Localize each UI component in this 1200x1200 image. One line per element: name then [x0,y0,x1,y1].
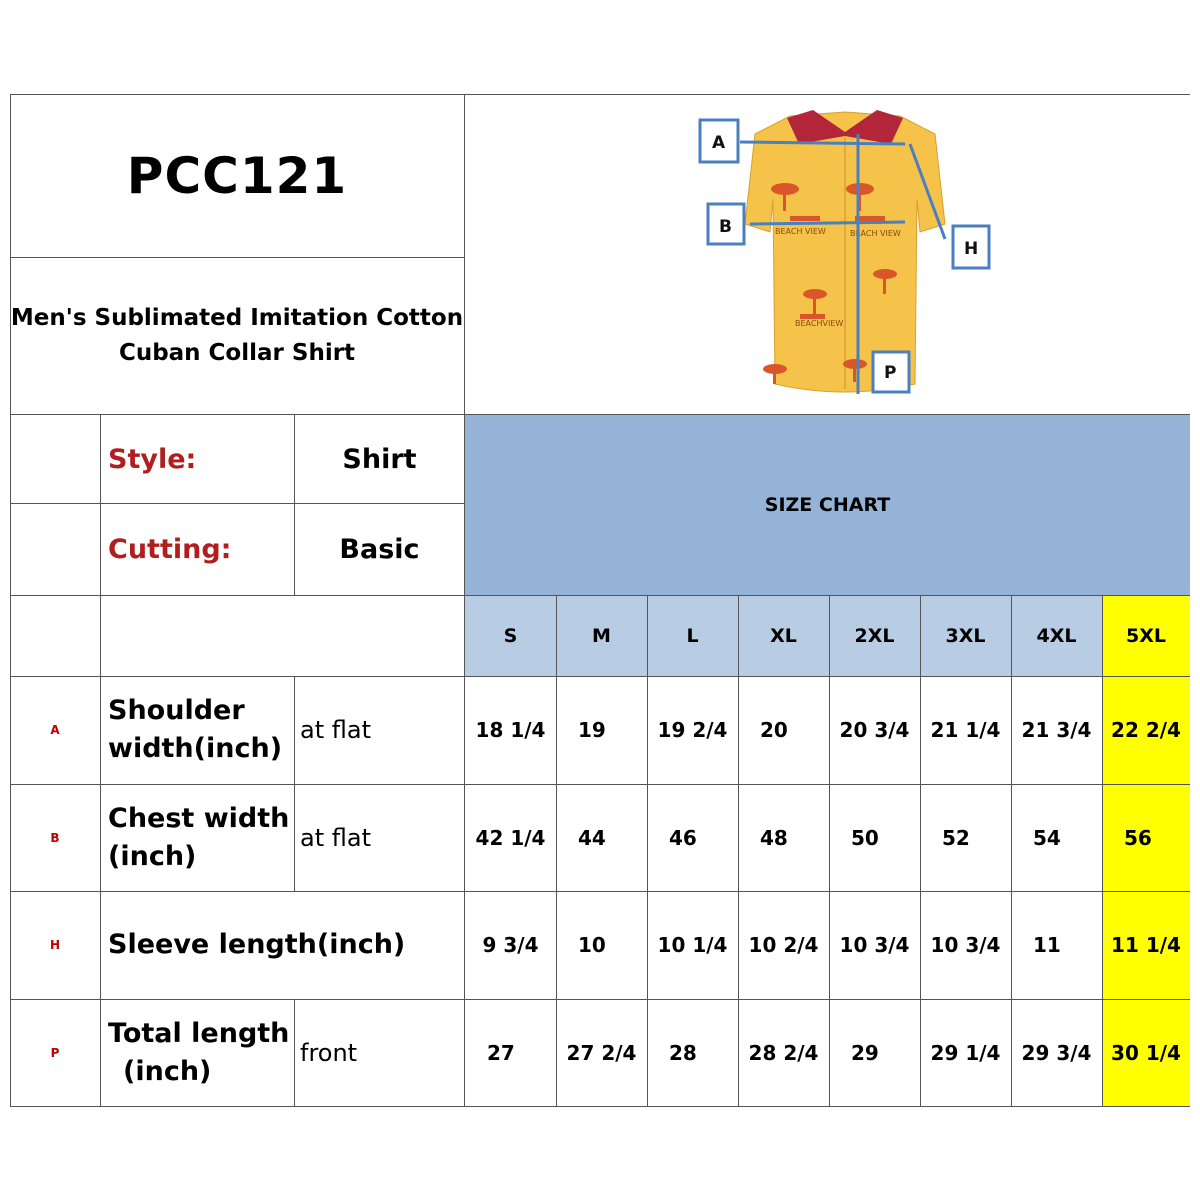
shoulder-arrow [740,142,905,144]
value-cell: 11 [1033,933,1061,957]
value-cell: 29 3/4 [1021,1040,1092,1065]
value-cell: 11 1/4 [1102,891,1190,999]
measure-name [101,999,294,1106]
style-value: Shirt [342,443,417,475]
measure-name-line-2: (inch) [108,840,197,872]
value-cell: 30 1/4 [1102,999,1190,1106]
grid-line [10,676,1190,677]
print-text-3: BEACHVIEW [795,319,844,328]
value-cell: 19 [578,718,606,742]
print-text-1: BEACH VIEW [775,227,826,236]
style-label: Style: [108,443,197,475]
grid-line [100,414,101,1106]
size-chart-header: SIZE CHART [465,415,1190,595]
measure-letter: B [50,830,60,845]
measure-letter: P [50,1045,60,1060]
value-cell: 44 [578,825,606,850]
value-cell: 20 3/4 [839,718,910,742]
value-cell: 29 1/4 [930,1040,1001,1065]
value-cell: 46 [669,825,697,850]
measure-method: front [300,1038,358,1067]
product-code: PCC121 [126,147,348,205]
size-header-2xl: 2XL [829,596,920,676]
measure-name-line-2: (inch) [123,1055,212,1087]
marker-p-icon: P [884,363,897,383]
product-name-line-1: Men's Sublimated Imitation Cotton [10,305,464,331]
marker-h-icon: H [964,239,979,259]
grid-line [10,94,11,1106]
size-header-m: M [556,596,647,676]
value-cell: 52 [942,825,970,850]
grid-line [10,257,464,258]
value-cell: 22 2/4 [1102,676,1190,784]
grid-line [464,94,465,1106]
measure-name [101,784,294,891]
value-cell: 54 [1033,825,1061,850]
print-text-2: BEACH VIEW [850,229,901,238]
grid-line [294,999,295,1106]
measure-name-line-1: Shoulder [108,695,245,726]
grid-line [1011,595,1012,1106]
size-header-3xl: 3XL [920,596,1011,676]
measure-name-line-2: width(inch) [108,733,283,764]
size-header-s: S [465,596,556,676]
product-name [10,258,464,414]
grid-line [10,784,1190,785]
measure-letter: H [49,938,61,952]
value-cell: 48 [760,825,788,850]
grid-line [647,595,648,1106]
grid-line [556,595,557,1106]
value-cell: 10 [578,933,606,957]
value-cell: 28 [669,1040,697,1065]
size-header-5xl: 5XL [1102,596,1190,676]
value-cell: 20 [760,718,788,742]
grid-line [294,676,295,891]
size-header-4xl: 4XL [1011,596,1102,676]
value-cell: 21 1/4 [930,718,1001,742]
value-cell: 56 [1102,784,1190,891]
grid-line [10,595,1190,596]
value-cell: 10 3/4 [839,933,910,957]
size-header-xl: XL [738,596,829,676]
grid-line [10,1106,1190,1107]
cutting-value: Basic [339,534,420,565]
value-cell: 42 1/4 [475,825,546,850]
measure-name [101,676,294,784]
measure-method: at flat [300,716,371,744]
measure-name [101,891,464,999]
measure-letter: A [50,723,60,737]
cutting-label: Cutting: [108,534,232,565]
chest-arrow [750,222,905,224]
grid-line [10,891,1190,892]
value-cell: 10 3/4 [930,933,1001,957]
marker-b-icon: B [719,217,732,237]
value-cell: 9 3/4 [482,933,539,957]
grid-line [10,999,1190,1000]
value-cell: 27 [487,1040,515,1065]
marker-a-icon: A [712,133,726,153]
value-cell: 50 [851,825,879,850]
grid-line [10,503,464,504]
value-cell: 10 2/4 [748,933,819,957]
grid-line [920,595,921,1106]
size-header-l: L [647,596,738,676]
measure-name-line-1: Total length [108,1017,290,1049]
value-cell: 29 [851,1040,879,1065]
grid-line [829,595,830,1106]
grid-line [10,414,1190,415]
grid-line [10,94,1190,95]
value-cell: 27 2/4 [566,1040,637,1065]
value-cell: 18 1/4 [475,718,546,742]
shirt-measurement-diagram [695,104,995,404]
measure-name-line-1: Sleeve length(inch) [108,929,406,960]
value-cell: 19 2/4 [657,718,728,742]
value-cell: 28 2/4 [748,1040,819,1065]
grid-line [1102,595,1103,1106]
product-name-line-2: Cuban Collar Shirt [118,340,356,366]
grid-line [738,595,739,1106]
grid-line [294,414,295,595]
shirt-illustration [695,104,995,404]
value-cell: 10 1/4 [657,933,728,957]
value-cell: 21 3/4 [1021,718,1092,742]
measure-method: at flat [300,823,371,852]
measure-name-line-1: Chest width [108,802,290,834]
